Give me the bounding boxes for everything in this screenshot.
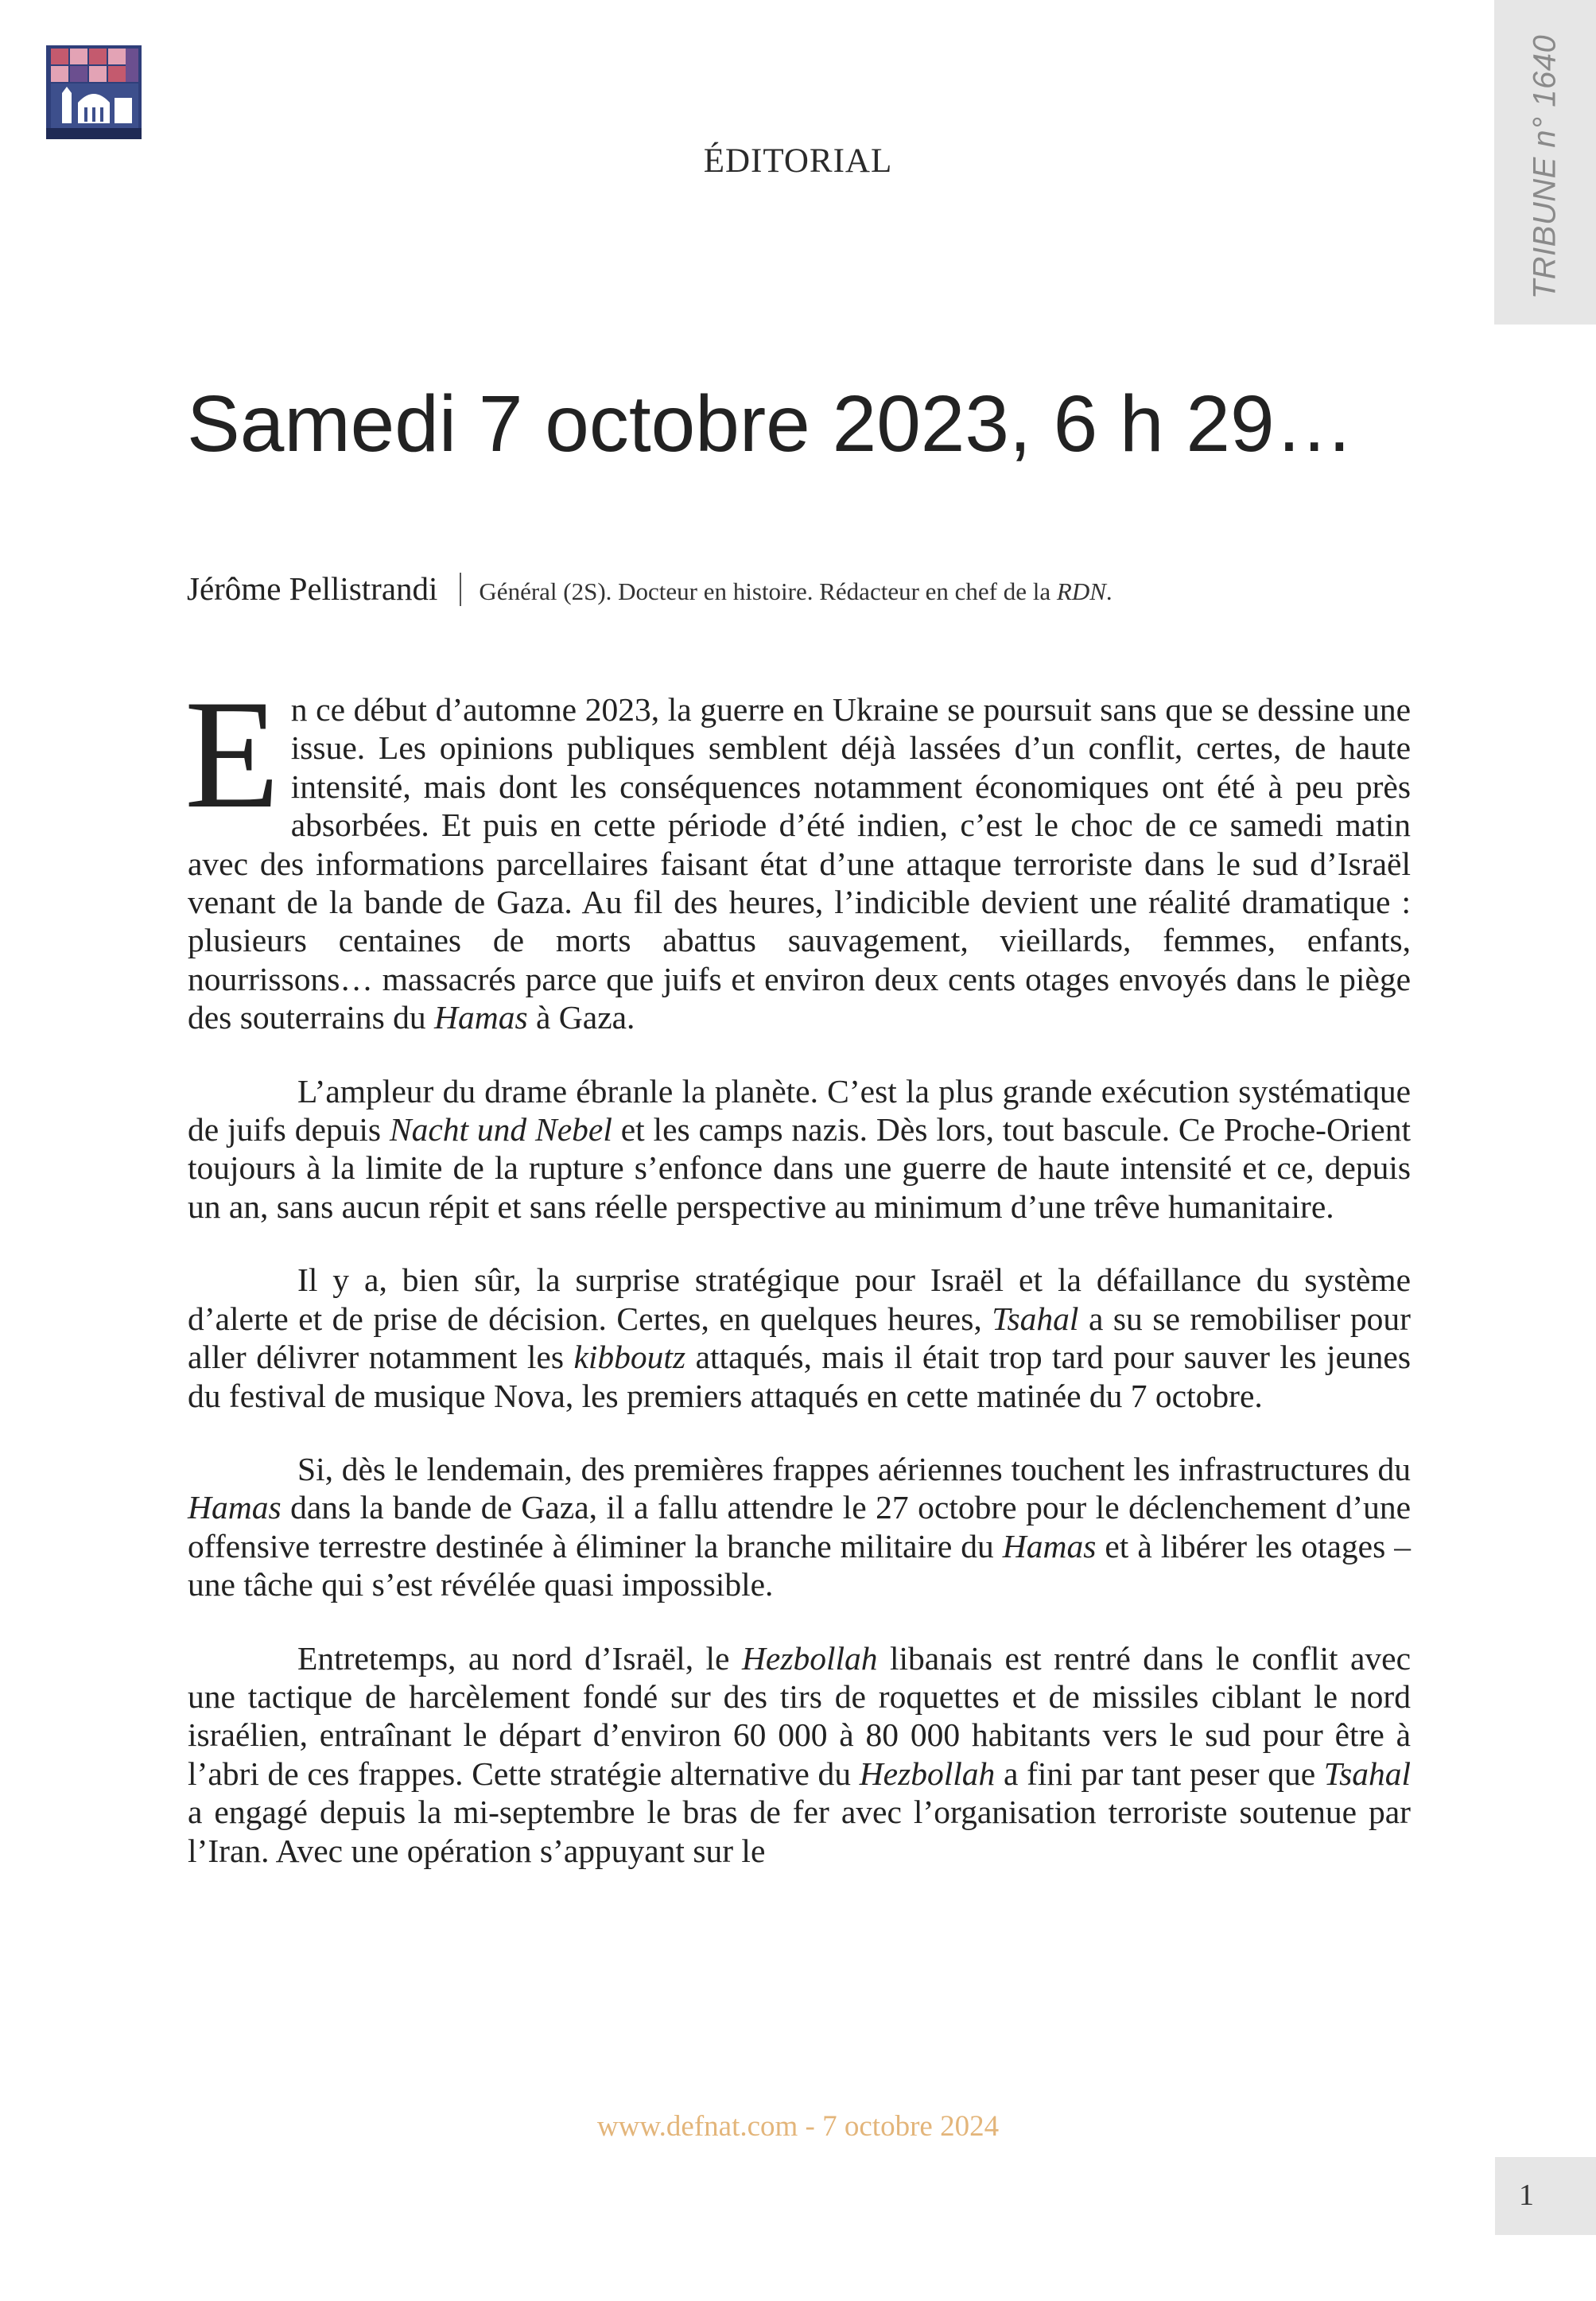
paragraph	[188, 1450, 1411, 1604]
italic-text-run: Hezbollah	[859, 1755, 996, 1792]
byline	[187, 566, 1113, 608]
italic-text-run: Nacht und Nebel	[389, 1111, 612, 1149]
rubric-heading: ÉDITORIAL	[703, 142, 893, 180]
paragraph	[188, 1072, 1411, 1226]
text-run: n ce début d’automne 2023, la guerre en Ukraine se poursuit sans que se dessine une issue. Les opinions publiques semblent déjà lassées d’un conflit, certes, de haute intensité, mais dont les conséquences notamment économiques ont été à peu près absorbées. Et puis en cette période d’été indien, c’est le choc de ce samedi matin avec des informations parcellaires faisant état d’une attaque terroriste dans le sud d’Israël venant de la bande de Gaza. Au fil des heures, l’indicible devient une réalité dramatique : plusieurs centaines de morts abattus sauvagement, vieillards, femmes, enfants, nourrissons… massacrés parce que juifs et environ deux cents otages envoyés dans le piège des souterrains du	[188, 691, 1411, 1036]
text-run: Si, dès le lendemain, des premières frappes aériennes touchent les infrastructures du	[297, 1450, 1411, 1487]
italic-text-run: kibboutz	[573, 1339, 686, 1376]
text-run: a fini par tant peser que	[995, 1755, 1324, 1792]
logo-emblem-icon	[46, 45, 142, 139]
italic-text-run: Hamas	[188, 1489, 282, 1526]
drop-cap: E	[184, 668, 280, 841]
text-run: et les camps nazis. Dès lors, tout bascule. Ce Proche-Orient toujours à la limite de la rupture s’enfonce dans une guerre de haute intensité et ce, depuis un an, sans aucun répit et sans réelle perspective au minimum d’une trêve humanitaire.	[188, 1111, 1411, 1225]
footer-url-date: www.defnat.com - 7 octobre 2024	[596, 2110, 1000, 2143]
text-run: L’ampleur du drame ébranle la planète. C’est la plus grande exécution systématique de juifs depuis	[188, 1072, 1411, 1149]
author-description-text: Général (2S). Docteur en histoire. Rédacteur en chef de la	[479, 577, 1057, 605]
logo	[46, 45, 142, 139]
text-run: Entretemps, au nord d’Israël, le	[297, 1639, 742, 1677]
italic-text-run: Hamas	[434, 999, 528, 1036]
paragraph	[188, 1261, 1411, 1415]
italic-text-run: Tsahal	[1323, 1755, 1411, 1792]
byline-divider	[460, 573, 461, 606]
text-run: libanais est rentré dans le conflit avec une tactique de harcèlement fondé sur des tirs de roquettes et de missiles ciblant le nord israélien, entraînant le départ d’environ 60 000 à 80 000 habitants vers le sud pour être à l’abri de ces frappes. Cette stratégie alternative du	[188, 1639, 1412, 1792]
author-description-italic: RDN	[1056, 577, 1106, 605]
italic-text-run: Hamas	[1002, 1527, 1097, 1564]
paragraph	[188, 1639, 1411, 1870]
author-name: Jérôme Pellistrandi	[187, 570, 438, 607]
italic-text-run: Hezbollah	[741, 1639, 878, 1677]
article-body	[184, 668, 1412, 1905]
author-description	[479, 577, 1112, 606]
text-run: attaqués, mais il était trop tard pour sauver les jeunes du festival de musique Nova, les premiers attaqués en cette matinée du 7 octobre.	[188, 1339, 1411, 1414]
text-run: à Gaza.	[527, 999, 635, 1036]
text-run: a su se remobiliser pour aller délivrer notamment les	[188, 1300, 1411, 1376]
author-description-end: .	[1105, 577, 1113, 605]
paragraph	[184, 668, 1411, 1037]
text-run: dans la bande de Gaza, il a fallu attendre le 27 octobre pour le déclenchement d’une offensive terrestre destinée à éliminer la branche militaire du	[188, 1489, 1411, 1564]
page-number-tab	[1495, 2157, 1596, 2235]
article-title: Samedi 7 octobre 2023, 6 h 29…	[187, 379, 1354, 468]
tribune-number-label: TRIBUNE n° 1640	[1527, 34, 1563, 300]
page-number: 1	[1519, 2179, 1534, 2212]
text-run: a engagé depuis la mi-septembre le bras de fer avec l’organisation terroriste soutenue par l’Iran. Avec une opération s’appuyant sur le	[188, 1794, 1411, 1869]
italic-text-run: Tsahal	[992, 1300, 1079, 1337]
text-run: Il y a, bien sûr, la surprise stratégique pour Israël et la défaillance du système d’alerte et de prise de décision. Certes, en quelques heures,	[188, 1261, 1411, 1337]
text-run: et à libérer les otages – une tâche qui s’est révélée quasi impossible.	[188, 1527, 1412, 1603]
